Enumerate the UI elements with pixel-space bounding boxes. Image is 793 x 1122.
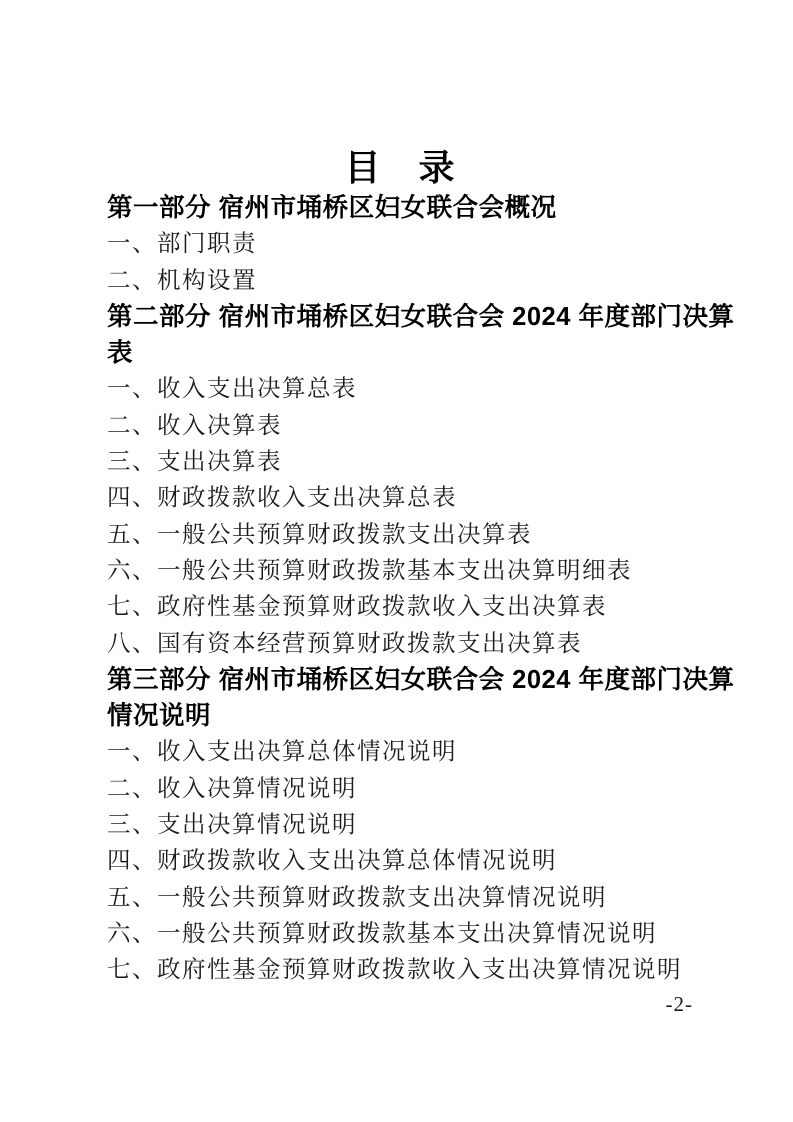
section-3-heading-line-1: 第三部分 宿州市埇桥区妇女联合会 2024 年度部门决算 (107, 665, 735, 694)
section-1-heading: 第一部分 宿州市埇桥区妇女联合会概况 (107, 194, 557, 222)
toc-entry: 二、收入决算情况说明 (107, 775, 357, 802)
toc-entry: 六、一般公共预算财政拨款基本支出决算情况说明 (107, 920, 657, 947)
page-title: 目 录 (344, 147, 456, 188)
section-2-heading-line-1: 第二部分 宿州市埇桥区妇女联合会 2024 年度部门决算 (107, 302, 735, 331)
section-3-heading-line-2: 情况说明 (107, 702, 212, 731)
toc-entry-department-duties: 一、部门职责 (107, 231, 257, 258)
section-2-heading-line-2: 表 (107, 339, 134, 368)
toc-entry: 四、财政拨款收入支出决算总体情况说明 (107, 848, 557, 875)
toc-entry: 三、支出决算情况说明 (107, 812, 357, 839)
toc-entry: 八、国有资本经营预算财政拨款支出决算表 (107, 630, 582, 657)
toc-entry: 三、支出决算表 (107, 449, 282, 476)
toc-entry: 五、一般公共预算财政拨款支出决算表 (107, 521, 532, 548)
toc-entry: 一、收入支出决算总体情况说明 (107, 739, 457, 766)
page-number: -2- (665, 991, 693, 1016)
toc-entry: 六、一般公共预算财政拨款基本支出决算明细表 (107, 557, 632, 584)
toc-entry: 一、收入支出决算总表 (107, 376, 357, 403)
toc-entry: 五、一般公共预算财政拨款支出决算情况说明 (107, 884, 607, 911)
toc-entry: 二、收入决算表 (107, 412, 282, 439)
toc-content (107, 145, 735, 1019)
toc-entry-organization-setup: 二、机构设置 (107, 267, 257, 294)
toc-entry: 七、政府性基金预算财政拨款收入支出决算情况说明 (107, 957, 682, 984)
toc-entry: 四、财政拨款收入支出决算总表 (107, 485, 457, 512)
toc-entry: 七、政府性基金预算财政拨款收入支出决算表 (107, 594, 607, 621)
